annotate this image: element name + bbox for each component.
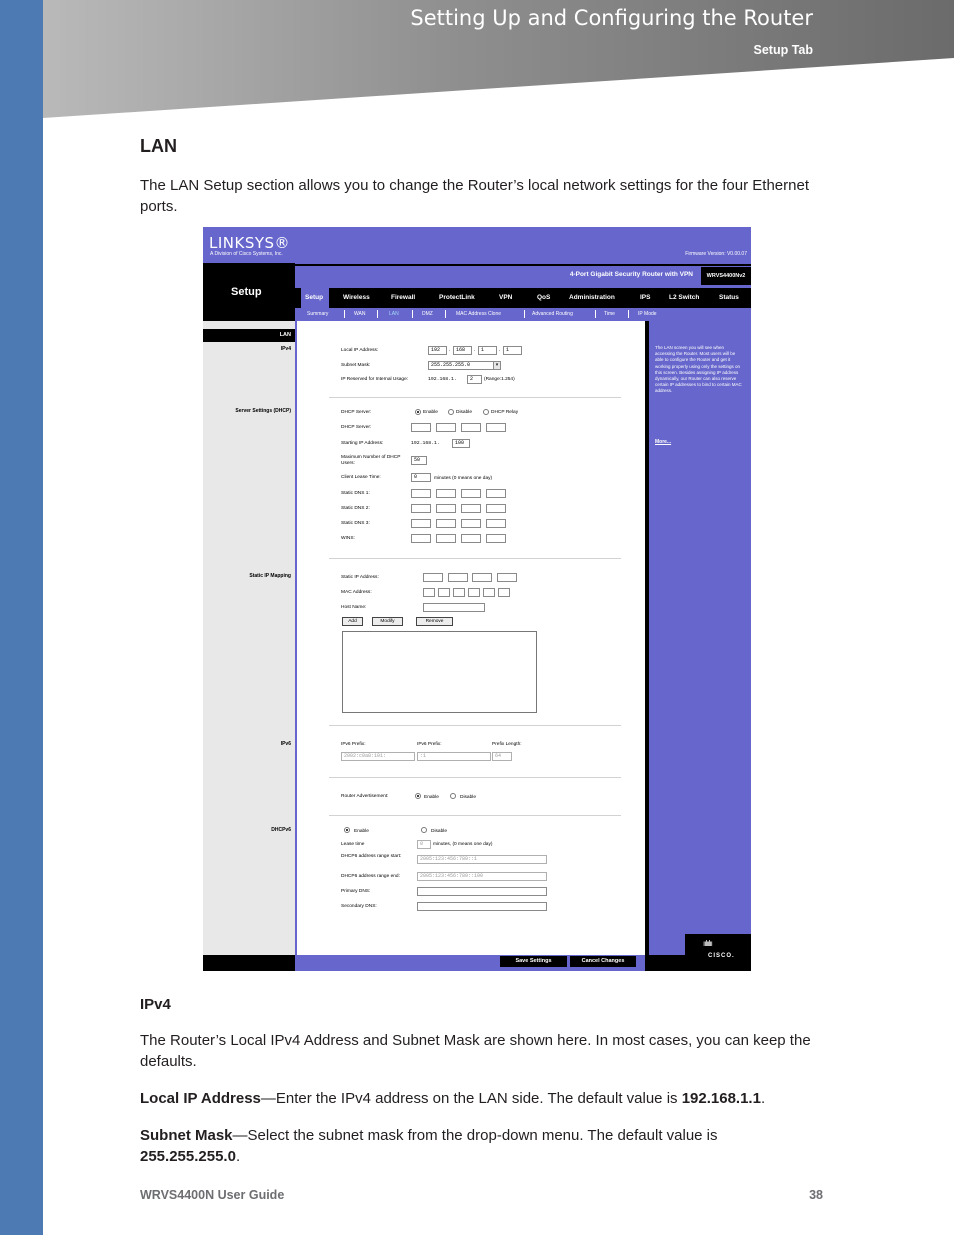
more-link[interactable]: More...: [655, 439, 672, 445]
mac-octet[interactable]: [453, 588, 465, 597]
ip-dot: .: [449, 347, 451, 353]
subnet-label: Subnet Mask:: [341, 363, 371, 368]
subtab-separator: [377, 310, 378, 318]
help-text: The LAN screen you will see when accessing the Router. Most users will be able to configure the Router and get it working properly using only the settings on this screen. Besides assigning IP address dynamically, our Router can also reserve certain IP addresses to bind to certain MAC address.: [655, 345, 742, 394]
dns1-octet[interactable]: [486, 489, 506, 498]
header-band: [43, 0, 954, 122]
dhcp-enable-radio[interactable]: [415, 409, 421, 415]
logo-subtitle: A Division of Cisco Systems, Inc.: [210, 251, 283, 257]
dhcpv6-end-input[interactable]: 2005:123:456:789::100: [417, 872, 547, 881]
local-ip-octet-3[interactable]: 1: [478, 346, 497, 355]
dhcp-disable-radio[interactable]: [448, 409, 454, 415]
lan-strip: [203, 329, 295, 342]
static-ip-octet[interactable]: [472, 573, 492, 582]
subnet-text: —Select the subnet mask from the drop-down menu. The default value is: [232, 1127, 718, 1144]
subtab-ip-mode[interactable]: IP Mode: [638, 311, 657, 317]
dhcpv6-lease-note: minutes, (0 means one day): [433, 842, 493, 847]
reserved-label: IP Reserved for Internal Usage:: [341, 377, 409, 382]
ipv6-prefix2-input[interactable]: :1: [417, 752, 491, 761]
tab-qos[interactable]: QoS: [537, 294, 551, 301]
sub-tabs: [295, 308, 751, 321]
dns2-octet[interactable]: [411, 504, 431, 513]
dhcp-server-octet[interactable]: [411, 423, 431, 432]
dns2-octet[interactable]: [436, 504, 456, 513]
cancel-changes-button[interactable]: Cancel Changes: [570, 956, 636, 967]
mac-octet[interactable]: [423, 588, 435, 597]
subtab-separator: [595, 310, 596, 318]
wins-octet[interactable]: [486, 534, 506, 543]
local-ip-octet-4[interactable]: 1: [503, 346, 522, 355]
tab-setup[interactable]: Setup: [301, 288, 329, 308]
start-ip-prefix: 192.168.1.: [411, 441, 440, 446]
mac-octet[interactable]: [438, 588, 450, 597]
tab-vpn[interactable]: VPN: [499, 294, 513, 301]
static-ip-octet[interactable]: [448, 573, 468, 582]
dns3-octet[interactable]: [411, 519, 431, 528]
tab-wireless[interactable]: Wireless: [343, 294, 370, 301]
ip-dot: .: [499, 347, 501, 353]
max-users-input[interactable]: 50: [411, 456, 427, 465]
dhcp-disable-label: Disable: [456, 410, 472, 415]
dns1-label: Static DNS 1:: [341, 491, 370, 496]
divider: [329, 815, 621, 816]
router-screenshot: [203, 227, 751, 971]
product-name: 4-Port Gigabit Security Router with VPN: [569, 271, 693, 278]
mac-octet[interactable]: [498, 588, 510, 597]
dns3-octet[interactable]: [486, 519, 506, 528]
secondary-dns-input[interactable]: [417, 902, 547, 911]
lan-strip-label: LAN: [279, 332, 291, 338]
tab-firewall[interactable]: Firewall: [391, 294, 416, 301]
ip-dot: .: [474, 347, 476, 353]
dns3-octet[interactable]: [436, 519, 456, 528]
dhcpv6-disable-label: Disable: [431, 829, 447, 834]
left-label-column: [203, 321, 295, 971]
tab-l2-switch[interactable]: L2 Switch: [669, 294, 700, 301]
dhcpv6-end-label: DHCP6 address range end:: [341, 874, 400, 879]
dns1-octet[interactable]: [461, 489, 481, 498]
mac-label: MAC Address:: [341, 590, 372, 595]
subtab-advanced-routing[interactable]: Advanced Routing: [532, 311, 573, 317]
dns3-label: Static DNS 3:: [341, 521, 370, 526]
local-ip-text: —Enter the IPv4 address on the LAN side. The default value is: [260, 1090, 682, 1107]
dhcp-server2-label: DHCP Server:: [341, 425, 372, 430]
dhcpv6-enable-label: Enable: [354, 829, 369, 834]
host-name-label: Host Name:: [341, 605, 367, 610]
adv-enable-label: Enable: [424, 795, 439, 800]
cisco-logo: CISCO.: [708, 953, 735, 959]
dhcpv6-start-input[interactable]: 2005:123:456:789::1: [417, 855, 547, 864]
subtab-separator: [524, 310, 525, 318]
reserved-range: (Range:1.254): [484, 377, 515, 382]
dns3-octet[interactable]: [461, 519, 481, 528]
left-accent-bar: [0, 0, 43, 1235]
local-ip-label: Local IP Address:: [341, 348, 379, 353]
mac-octet[interactable]: [483, 588, 495, 597]
subtab-separator: [412, 310, 413, 318]
subtab-separator: [344, 310, 345, 318]
dhcp-enable-label: Enable: [423, 410, 438, 415]
ipv6-prefix2-label: IPv6 Prefix:: [417, 742, 442, 747]
dns2-label: Static DNS 2:: [341, 506, 370, 511]
header-subtitle: Setup Tab: [753, 43, 813, 57]
static-mapping-list[interactable]: [342, 631, 537, 713]
section-label-dhcpv6: DHCPv6: [271, 827, 291, 833]
divider: [329, 725, 621, 726]
page-number: 38: [809, 1188, 823, 1202]
subnet-default: 255.255.255.0: [140, 1148, 236, 1165]
subtab-separator: [445, 310, 446, 318]
dhcp-server-octet[interactable]: [461, 423, 481, 432]
dns1-octet[interactable]: [411, 489, 431, 498]
reserved-input[interactable]: 2: [467, 375, 482, 384]
start-ip-input[interactable]: 100: [452, 439, 470, 448]
dhcp-relay-label: DHCP Relay: [491, 410, 519, 415]
static-ip-octet[interactable]: [423, 573, 443, 582]
wins-octet[interactable]: [461, 534, 481, 543]
tab-ips[interactable]: IPS: [640, 294, 651, 301]
ipv6-prefix-input[interactable]: 2002:c0a8:101:: [341, 752, 415, 761]
model-badge: WRVS4400Nv2: [701, 267, 751, 285]
mac-octet[interactable]: [468, 588, 480, 597]
subtab-time[interactable]: Time: [604, 311, 615, 317]
subtab-mac-clone[interactable]: MAC Address Clone: [456, 311, 502, 317]
chevron-down-icon[interactable]: ▾: [493, 361, 501, 370]
host-name-input[interactable]: [423, 603, 485, 612]
subtab-dmz[interactable]: DMZ: [422, 311, 433, 317]
section-label-ipv6: IPv6: [280, 741, 291, 747]
footer-left-block: [203, 955, 295, 971]
subnet-end: .: [235, 1148, 241, 1165]
footer-guide-title: WRVS4400N User Guide: [140, 1188, 285, 1202]
tab-administration[interactable]: Administration: [569, 294, 615, 301]
tab-status[interactable]: Status: [719, 294, 739, 301]
lease-time-note: minutes (0 means one day): [434, 476, 493, 481]
local-ip-octet-1[interactable]: 192: [428, 346, 447, 355]
section-title: LAN: [140, 136, 177, 156]
cisco-bars-icon: ıılıılıı: [703, 939, 712, 948]
secondary-dns-label: Secondary DNS:: [341, 904, 377, 909]
primary-dns-input[interactable]: [417, 887, 547, 896]
wins-octet[interactable]: [436, 534, 456, 543]
dns1-octet[interactable]: [436, 489, 456, 498]
dhcpv6-disable-radio[interactable]: [421, 827, 427, 833]
local-ip-default: 192.168.1.1: [681, 1090, 761, 1107]
router-adv-label: Router Advertisement:: [341, 794, 389, 799]
save-settings-button[interactable]: Save Settings: [500, 956, 567, 967]
local-ip-paragraph: [140, 1088, 820, 1109]
wins-octet[interactable]: [411, 534, 431, 543]
reserved-prefix: 192.168.1.: [428, 377, 457, 382]
intro-paragraph: The LAN Setup section allows you to change the Router’s local network settings for the four Ethernet ports.: [140, 177, 809, 215]
firmware-version: Firmware Version: V0.00.07: [685, 251, 747, 257]
dhcpv6-lease-input[interactable]: 0: [417, 840, 431, 849]
adv-disable-radio[interactable]: [450, 793, 456, 799]
ipv4-paragraph: The Router’s Local IPv4 Address and Subnet Mask are shown here. In most cases, you can keep the defaults.: [140, 1032, 811, 1070]
form-area: [297, 321, 645, 971]
local-ip-end: .: [760, 1090, 766, 1107]
modify-button[interactable]: Modify: [372, 617, 403, 626]
dhcpv6-enable-radio[interactable]: [344, 827, 350, 833]
subtab-summary[interactable]: Summary: [307, 311, 329, 317]
remove-button[interactable]: Remove: [416, 617, 453, 626]
static-ip-label: Static IP Address:: [341, 575, 379, 580]
prefix-length-label: Prefix Length:: [492, 742, 522, 747]
adv-enable-radio[interactable]: [415, 793, 421, 799]
subnet-term: Subnet Mask: [140, 1127, 233, 1144]
dhcp-relay-radio[interactable]: [483, 409, 489, 415]
prefix-length-input[interactable]: 64: [492, 752, 512, 761]
subtab-wan[interactable]: WAN: [354, 311, 366, 317]
add-button[interactable]: Add: [342, 617, 363, 626]
ipv6-prefix-label: IPv6 Prefix:: [341, 742, 366, 747]
product-bar: [295, 264, 751, 286]
subnet-select[interactable]: 255.255.255.0: [428, 361, 494, 370]
section-label-static: Static IP Mapping: [249, 573, 291, 579]
dhcp-server-octet[interactable]: [436, 423, 456, 432]
tab-protectlink[interactable]: ProtectLink: [439, 294, 475, 301]
section-label-dhcp: Server Settings (DHCP): [235, 408, 291, 414]
lease-time-input[interactable]: 0: [411, 473, 431, 482]
setup-section-label: Setup: [231, 286, 262, 298]
dhcpv6-lease-label: Lease time: [341, 842, 365, 847]
lease-time-label: Client Lease Time:: [341, 475, 381, 480]
dhcpv6-start-label: DHCP6 address range start:: [341, 854, 402, 859]
main-tabs: [295, 288, 751, 308]
local-ip-term: Local IP Address: [140, 1090, 261, 1107]
header-title: Setting Up and Configuring the Router: [410, 6, 813, 30]
local-ip-octet-2[interactable]: 168: [453, 346, 472, 355]
subnet-paragraph: [140, 1125, 820, 1167]
dhcp-server-label: DHCP Server:: [341, 410, 372, 415]
divider: [329, 397, 621, 398]
subtab-separator: [628, 310, 629, 318]
start-ip-label: Starting IP Address:: [341, 441, 384, 446]
ipv4-heading: IPv4: [140, 996, 171, 1013]
help-panel: [649, 321, 751, 971]
dns2-octet[interactable]: [461, 504, 481, 513]
adv-disable-label: Disable: [460, 795, 476, 800]
wins-label: WINS:: [341, 536, 355, 541]
dns2-octet[interactable]: [486, 504, 506, 513]
section-label-ipv4: IPv4: [280, 346, 291, 352]
primary-dns-label: Primary DNS:: [341, 889, 371, 894]
divider: [329, 777, 621, 778]
divider: [329, 558, 621, 559]
linksys-logo: LINKSYS®: [209, 234, 291, 252]
max-users-label: Maximum Number of DHCP Users:: [341, 455, 401, 466]
dhcp-server-octet[interactable]: [486, 423, 506, 432]
static-ip-octet[interactable]: [497, 573, 517, 582]
subtab-lan[interactable]: LAN: [389, 311, 399, 317]
